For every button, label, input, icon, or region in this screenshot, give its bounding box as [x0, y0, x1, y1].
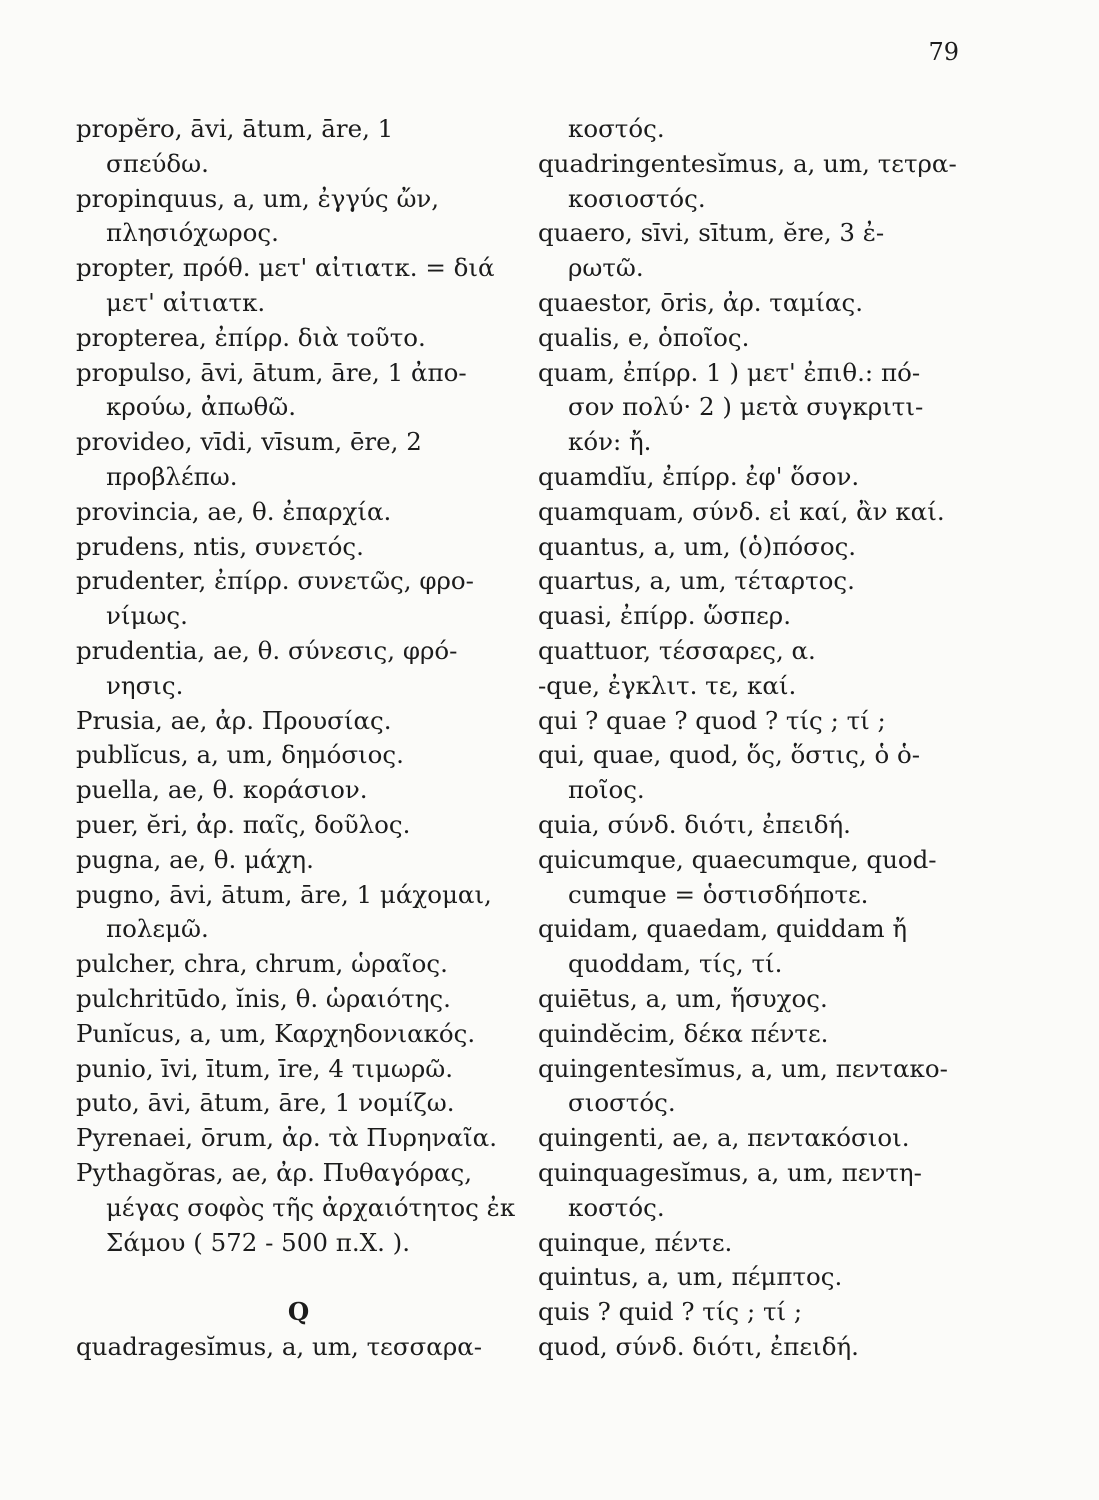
entry-continuation: quoddam, τίς, τί.: [568, 949, 783, 979]
entry-line: quis ? quid ? τίς ; τί ;: [538, 1297, 803, 1327]
entry-continuation: σιοστός.: [568, 1088, 676, 1118]
entry-line: quidam, quaedam, quiddam ἤ: [538, 914, 908, 944]
entry-line: puer, ĕri, ἀρ. παῖς, δοῦλος.: [76, 809, 411, 839]
entry-line: quattuor, τέσσαρες, α.: [538, 635, 816, 665]
entry-line: qualis, e, ὁποῖος.: [538, 322, 750, 352]
page-number: 79: [928, 38, 959, 66]
entry-continuation: cumque = ὁστισδήποτε.: [568, 879, 869, 909]
entry-line: quamdĭu, ἐπίρρ. ἐφ' ὅσον.: [538, 461, 860, 491]
entry-continuation: κοστός.: [568, 1192, 665, 1222]
left-column: [76, 112, 521, 1365]
entry-line: quicumque, quaecumque, quod-: [538, 844, 937, 874]
entry-continuation: κρούω, ἀπωθῶ.: [106, 392, 297, 422]
entry-continuation: μετ' αἰτιατκ.: [106, 287, 266, 317]
entry-line: quamquam, σύνδ. εἰ καί, ἂν καί.: [538, 496, 945, 526]
entry-continuation: κοστός.: [568, 114, 665, 143]
blank-line: [76, 1260, 521, 1295]
entry-line: punio, īvi, ītum, īre, 4 τιμωρῶ.: [76, 1053, 453, 1083]
entry-continuation: πολεμῶ.: [106, 914, 209, 944]
entry-continuation: κόν: ἤ.: [568, 427, 652, 457]
entry-line: quartus, a, um, τέταρτος.: [538, 566, 855, 596]
entry-line: -que, ἐγκλιτ. τε, καί.: [538, 670, 797, 700]
entry-line: propulso, āvi, ātum, āre, 1 ἀπο-: [76, 357, 467, 387]
entry-line: pulcher, chra, chrum, ὡραῖος.: [76, 949, 448, 979]
entry-line: prudenter, ἐπίρρ. συνετῶς, φρο-: [76, 566, 474, 596]
entry-line: propĕro, āvi, ātum, āre, 1: [76, 114, 394, 143]
entry-line: publĭcus, a, um, δημόσιος.: [76, 740, 404, 770]
entry-line: puto, āvi, ātum, āre, 1 νομίζω.: [76, 1088, 455, 1118]
entry-continuation: ποῖος.: [568, 775, 645, 805]
entry-line: quia, σύνδ. διότι, ἐπειδή.: [538, 809, 851, 839]
entry-line: quaero, sīvi, sītum, ĕre, 3 ἐ-: [538, 218, 885, 248]
entry-line: provideo, vīdi, vīsum, ēre, 2: [76, 427, 422, 457]
entry-continuation: νησις.: [106, 670, 184, 700]
entry-line: quantus, a, um, (ὁ)πόσος.: [538, 531, 857, 561]
entry-continuation: κοσιοστός.: [568, 183, 706, 213]
entry-line: quadringentesĭmus, a, um, τετρα-: [538, 148, 957, 178]
entry-continuation: σον πολύ· 2 ) μετὰ συγκριτι-: [568, 392, 924, 422]
entry-line: quinque, πέντε.: [538, 1227, 733, 1257]
entry-line: prudens, ntis, συνετός.: [76, 531, 364, 561]
entry-line: quiētus, a, um, ἥσυχος.: [538, 983, 828, 1013]
entry-line: provincia, ae, θ. ἐπαρχία.: [76, 496, 392, 526]
entry-line: pugna, ae, θ. μάχη.: [76, 844, 314, 874]
entry-line: quinquagesĭmus, a, um, πεντη-: [538, 1157, 922, 1187]
entry-line: propterea, ἐπίρρ. διὰ τοῦτο.: [76, 322, 426, 352]
entry-line: pugno, āvi, ātum, āre, 1 μάχομαι,: [76, 879, 492, 909]
entry-continuation: μέγας σοφὸς τῆς ἀρχαιότητος ἐκ: [106, 1192, 516, 1222]
entry-line: pulchritūdo, ĭnis, θ. ὡραιότης.: [76, 983, 451, 1013]
entry-line: quasi, ἐπίρρ. ὥσπερ.: [538, 601, 791, 631]
entry-line: prudentia, ae, θ. σύνεσις, φρό-: [76, 635, 458, 665]
entry-line: quaestor, ōris, ἀρ. ταμίας.: [538, 287, 863, 317]
entry-continuation: προβλέπω.: [106, 461, 238, 491]
entry-line: propinquus, a, um, ἐγγύς ὤν,: [76, 183, 440, 213]
entry-line: quingenti, ae, a, πεντακόσιοι.: [538, 1123, 910, 1153]
entry-continuation: νίμως.: [106, 601, 188, 631]
entry-line: Prusia, ae, ἀρ. Προυσίας.: [76, 705, 392, 735]
entry-line: propter, πρόθ. μετ' αἰτιατκ. = διά: [76, 253, 495, 283]
right-column: [538, 112, 988, 1365]
entry-continuation: Σάμου ( 572 - 500 π.Χ. ).: [106, 1227, 410, 1257]
entry-line: Pyrenaei, ōrum, ἀρ. τὰ Πυρηναῖα.: [76, 1123, 498, 1153]
entry-line: quintus, a, um, πέμπτος.: [538, 1262, 843, 1292]
entry-line: Pythagŏras, ae, ἀρ. Πυθαγόρας,: [76, 1157, 473, 1187]
section-letter-heading: Q: [287, 1297, 310, 1327]
entry-continuation: σπεύδω.: [106, 148, 209, 178]
entry-line: puella, ae, θ. κοράσιον.: [76, 775, 368, 805]
entry-continuation: ρωτῶ.: [568, 253, 644, 283]
entry-line: quod, σύνδ. διότι, ἐπειδή.: [538, 1331, 859, 1361]
entry-line: quam, ἐπίρρ. 1 ) μετ' ἐπιθ.: πό-: [538, 357, 921, 387]
entry-line: quadragesĭmus, a, um, τεσσαρα-: [76, 1331, 483, 1361]
entry-line: qui, quae, quod, ὅς, ὅστις, ὁ ὁ-: [538, 740, 921, 770]
entry-continuation: πλησιόχωρος.: [106, 218, 279, 248]
entry-line: Punĭcus, a, um, Καρχηδονιακός.: [76, 1018, 476, 1048]
entry-line: quindĕcim, δέκα πέντε.: [538, 1018, 829, 1048]
entry-line: qui ? quae ? quod ? τίς ; τί ;: [538, 705, 886, 735]
entry-line: quingentesĭmus, a, um, πεντακο-: [538, 1053, 948, 1083]
